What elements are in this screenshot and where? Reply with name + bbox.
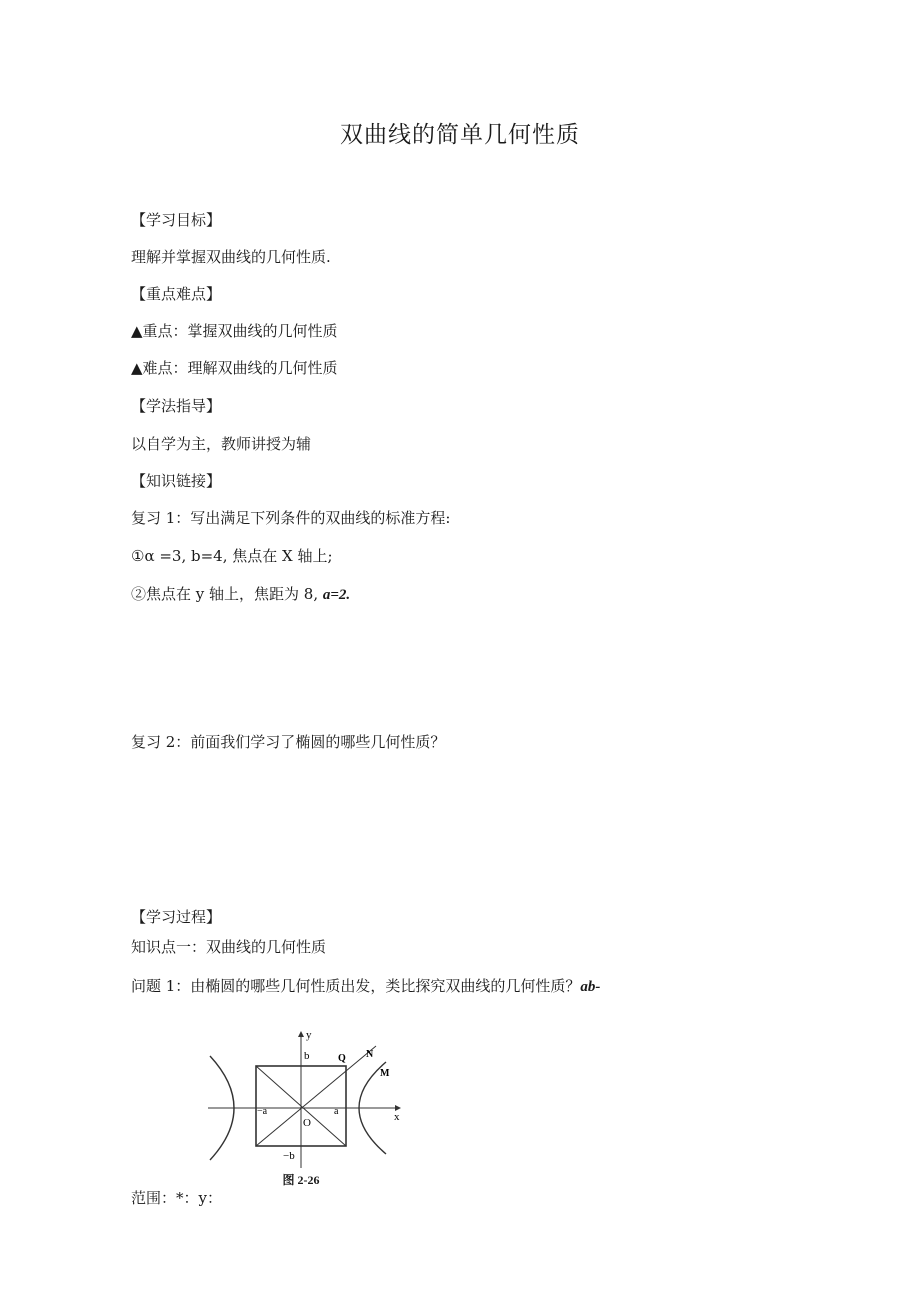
- link-heading: 【知识链接】: [131, 472, 222, 490]
- label-x: x: [394, 1111, 400, 1123]
- asymptote-positive: [256, 1046, 376, 1146]
- label-n: N: [366, 1049, 374, 1060]
- keypoints-heading: 【重点难点】: [131, 285, 222, 303]
- label-b: b: [304, 1050, 310, 1062]
- key-point: ▲重点：掌握双曲线的几何性质: [131, 322, 338, 340]
- figure-caption: 图 2-26: [282, 1173, 320, 1187]
- label-m: M: [380, 1068, 390, 1079]
- label-a: a: [334, 1106, 339, 1117]
- review1-text: 复习 1：写出满足下列条件的双曲线的标准方程:: [131, 509, 451, 527]
- knowledge-point1: 知识点一：双曲线的几何性质: [131, 938, 327, 956]
- method-heading: 【学法指导】: [131, 397, 222, 415]
- hyperbola-figure: [206, 1026, 406, 1176]
- label-y: y: [306, 1029, 312, 1041]
- range-text: 范围：*：y：: [131, 1189, 222, 1207]
- process-heading: 【学习过程】: [131, 908, 222, 926]
- label-neg-a: −a: [257, 1106, 268, 1117]
- question1-math: ab-: [580, 979, 601, 995]
- label-q: Q: [338, 1053, 346, 1064]
- objectives-text: 理解并掌握双曲线的几何性质.: [131, 248, 331, 266]
- page-title: 双曲线的简单几何性质: [340, 122, 580, 148]
- difficult-point: ▲难点：理解双曲线的几何性质: [131, 359, 338, 377]
- hyperbola-diagram: [206, 1026, 406, 1176]
- review2-text: 复习 2：前面我们学习了椭圆的哪些几何性质？: [131, 733, 446, 751]
- label-origin: O: [303, 1117, 311, 1129]
- review1-item2-math: a=2.: [322, 587, 351, 603]
- method-text: 以自学为主，教师讲授为辅: [131, 435, 312, 453]
- objectives-heading: 【学习目标】: [131, 211, 222, 229]
- review1-item2-prefix: ②焦点在 y 轴上，焦距为 8,: [131, 585, 323, 603]
- review1-item2: [131, 584, 350, 605]
- review1-item1: ①α =3, b=4, 焦点在 X 轴上;: [131, 547, 333, 565]
- question1-prefix: 问题 1：由椭圆的哪些几何性质出发，类比探究双曲线的几何性质？: [131, 977, 581, 995]
- label-neg-b: −b: [283, 1150, 295, 1162]
- question1: [131, 976, 600, 997]
